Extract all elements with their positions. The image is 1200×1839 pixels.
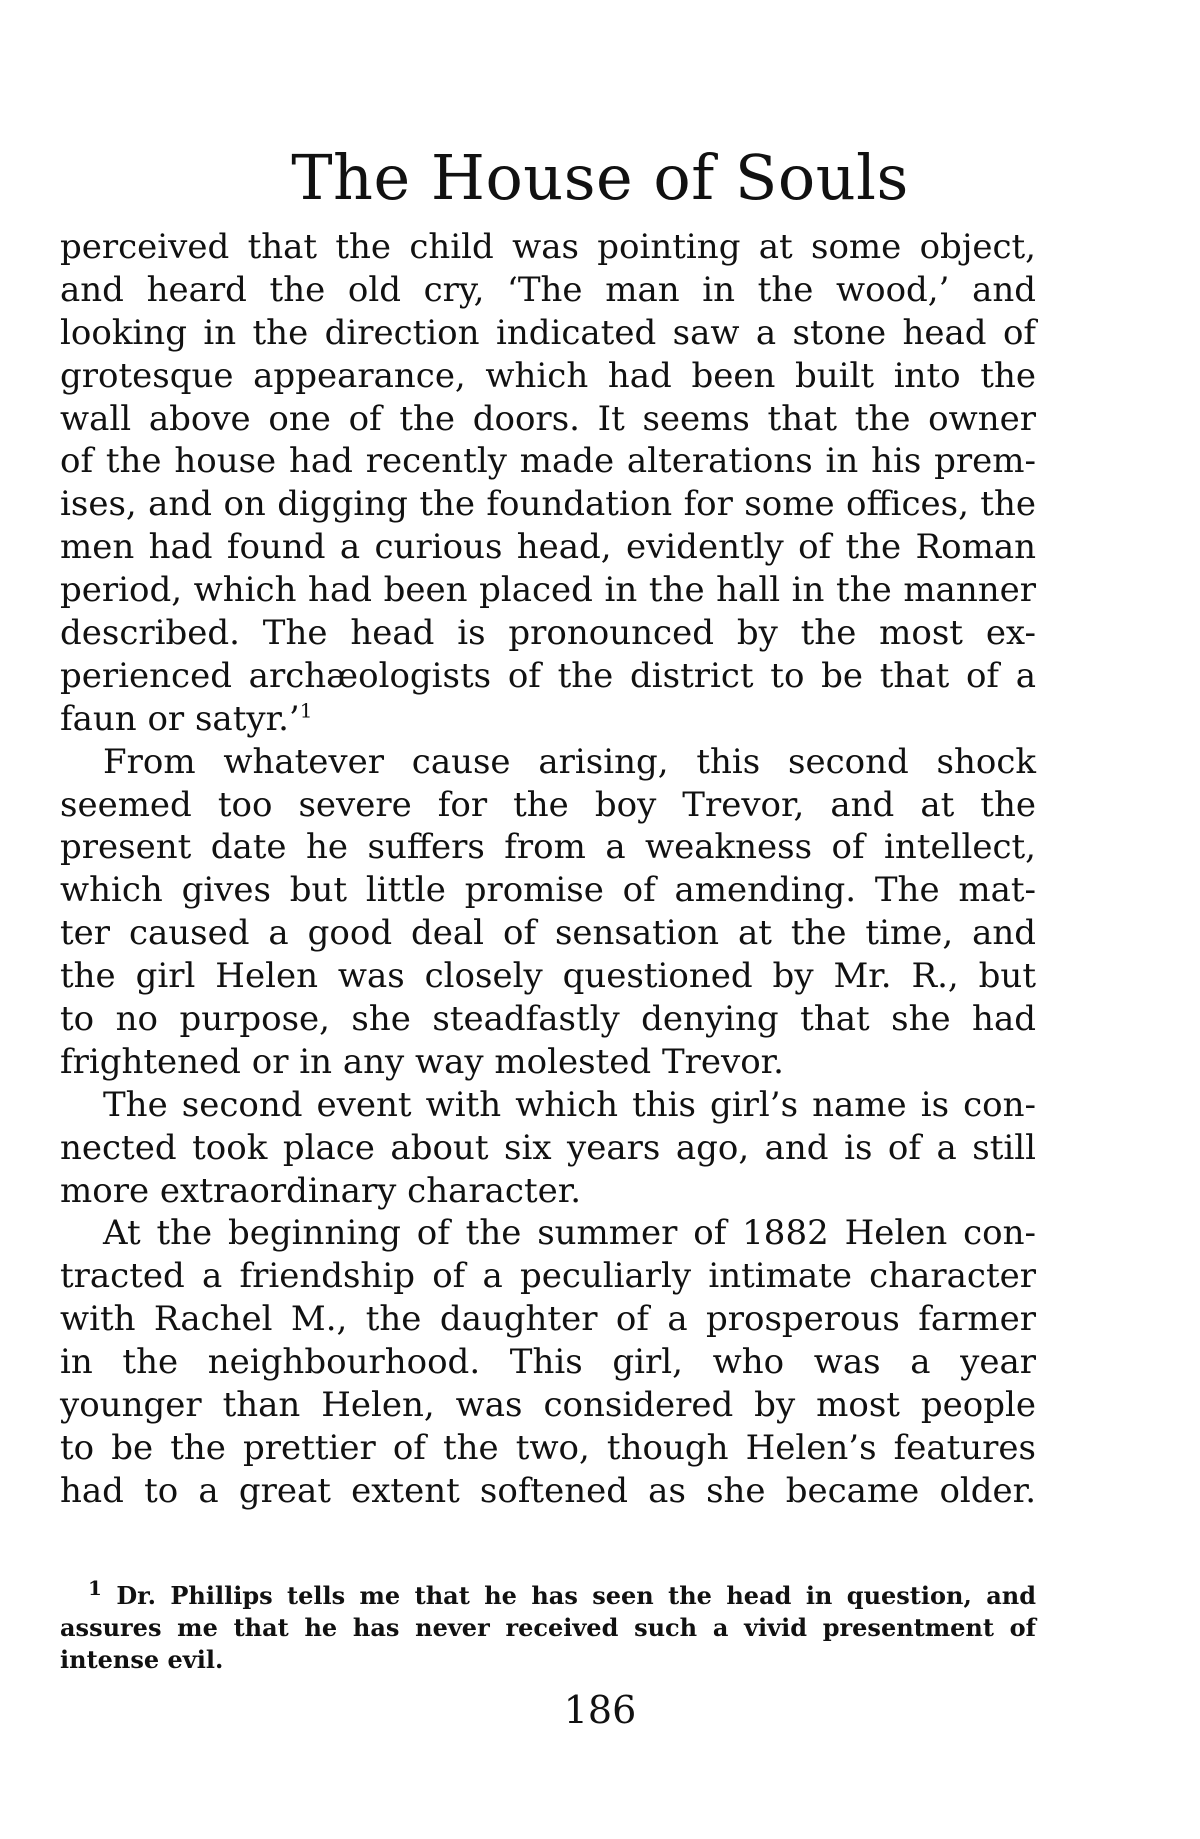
footnote-text: Dr. Phillips tells me that he has seen the head in question, and xyxy=(116,1581,1037,1610)
text-line: tracted a friendship of a peculiarly intimate character xyxy=(60,1256,1036,1297)
footnote-line: assures me that he has never received such a vivid presentment of xyxy=(60,1613,1036,1642)
text-line: had to a great extent softened as she became older. xyxy=(60,1470,1036,1511)
text-line: men had found a curious head, evidently of the Roman xyxy=(60,527,1036,568)
text-line: perienced archæologists of the district to be that of a xyxy=(60,655,1036,696)
footnotes xyxy=(60,1576,1037,1676)
text-line: which gives but little promise of amending. The mat- xyxy=(60,870,1036,911)
text-line: wall above one of the doors. It seems that the owner xyxy=(60,398,1036,439)
text-line: more extraordinary character. xyxy=(60,1170,582,1211)
text-line: to be the prettier of the two, though Helen’s features xyxy=(60,1427,1036,1468)
text-line: described. The head is pronounced by the most ex- xyxy=(60,613,1036,654)
footnote-marker: 1 xyxy=(88,1576,102,1600)
footnote-reference[interactable]: 1 xyxy=(299,698,313,723)
body-text xyxy=(60,226,1036,1513)
text-line: perceived that the child was pointing at some object, xyxy=(60,227,1036,267)
text-line: looking in the direction indicated saw a stone head of xyxy=(60,312,1036,353)
text-line: From whatever cause arising, this second shock xyxy=(103,741,1036,782)
footnote-line xyxy=(60,1576,1037,1612)
text-line: The second event with which this girl’s name is con- xyxy=(103,1084,1036,1125)
page-number: 186 xyxy=(563,1688,637,1732)
text-line: younger than Helen, was considered by most people xyxy=(60,1385,1036,1426)
text-line: to no purpose, she steadfastly denying that she had xyxy=(60,999,1036,1040)
text-line: of the house had recently made alterations in his prem- xyxy=(60,441,1036,482)
text-line: ter caused a good deal of sensation at the time, and xyxy=(60,913,1036,954)
text-line xyxy=(60,698,1036,741)
text-line: the girl Helen was closely questioned by Mr. R., but xyxy=(60,956,1036,997)
text-line: nected took place about six years ago, and is of a still xyxy=(60,1127,1036,1168)
text-line: At the beginning of the summer of 1882 Helen con- xyxy=(103,1213,1036,1254)
text-line: and heard the old cry, ‘The man in the wood,’ and xyxy=(60,269,1036,310)
text-line: ises, and on digging the foundation for some offices, the xyxy=(60,484,1036,525)
text-line: with Rachel M., the daughter of a prosperous farmer xyxy=(60,1299,1036,1340)
running-title: The House of Souls xyxy=(291,141,909,214)
footnote-line: intense evil. xyxy=(60,1645,224,1674)
text-line: seemed too severe for the boy Trevor, and at the xyxy=(60,784,1036,825)
text-line: frightened or in any way molested Trevor. xyxy=(60,1041,784,1082)
text-line: in the neighbourhood. This girl, who was a year xyxy=(60,1342,1036,1383)
text-line: grotesque appearance, which had been built into the xyxy=(60,355,1036,396)
text-line-content: faun or satyr.’ xyxy=(60,698,300,739)
text-line: period, which had been placed in the hall in the manner xyxy=(60,570,1036,611)
text-line: present date he suffers from a weakness of intellect, xyxy=(60,827,1036,868)
